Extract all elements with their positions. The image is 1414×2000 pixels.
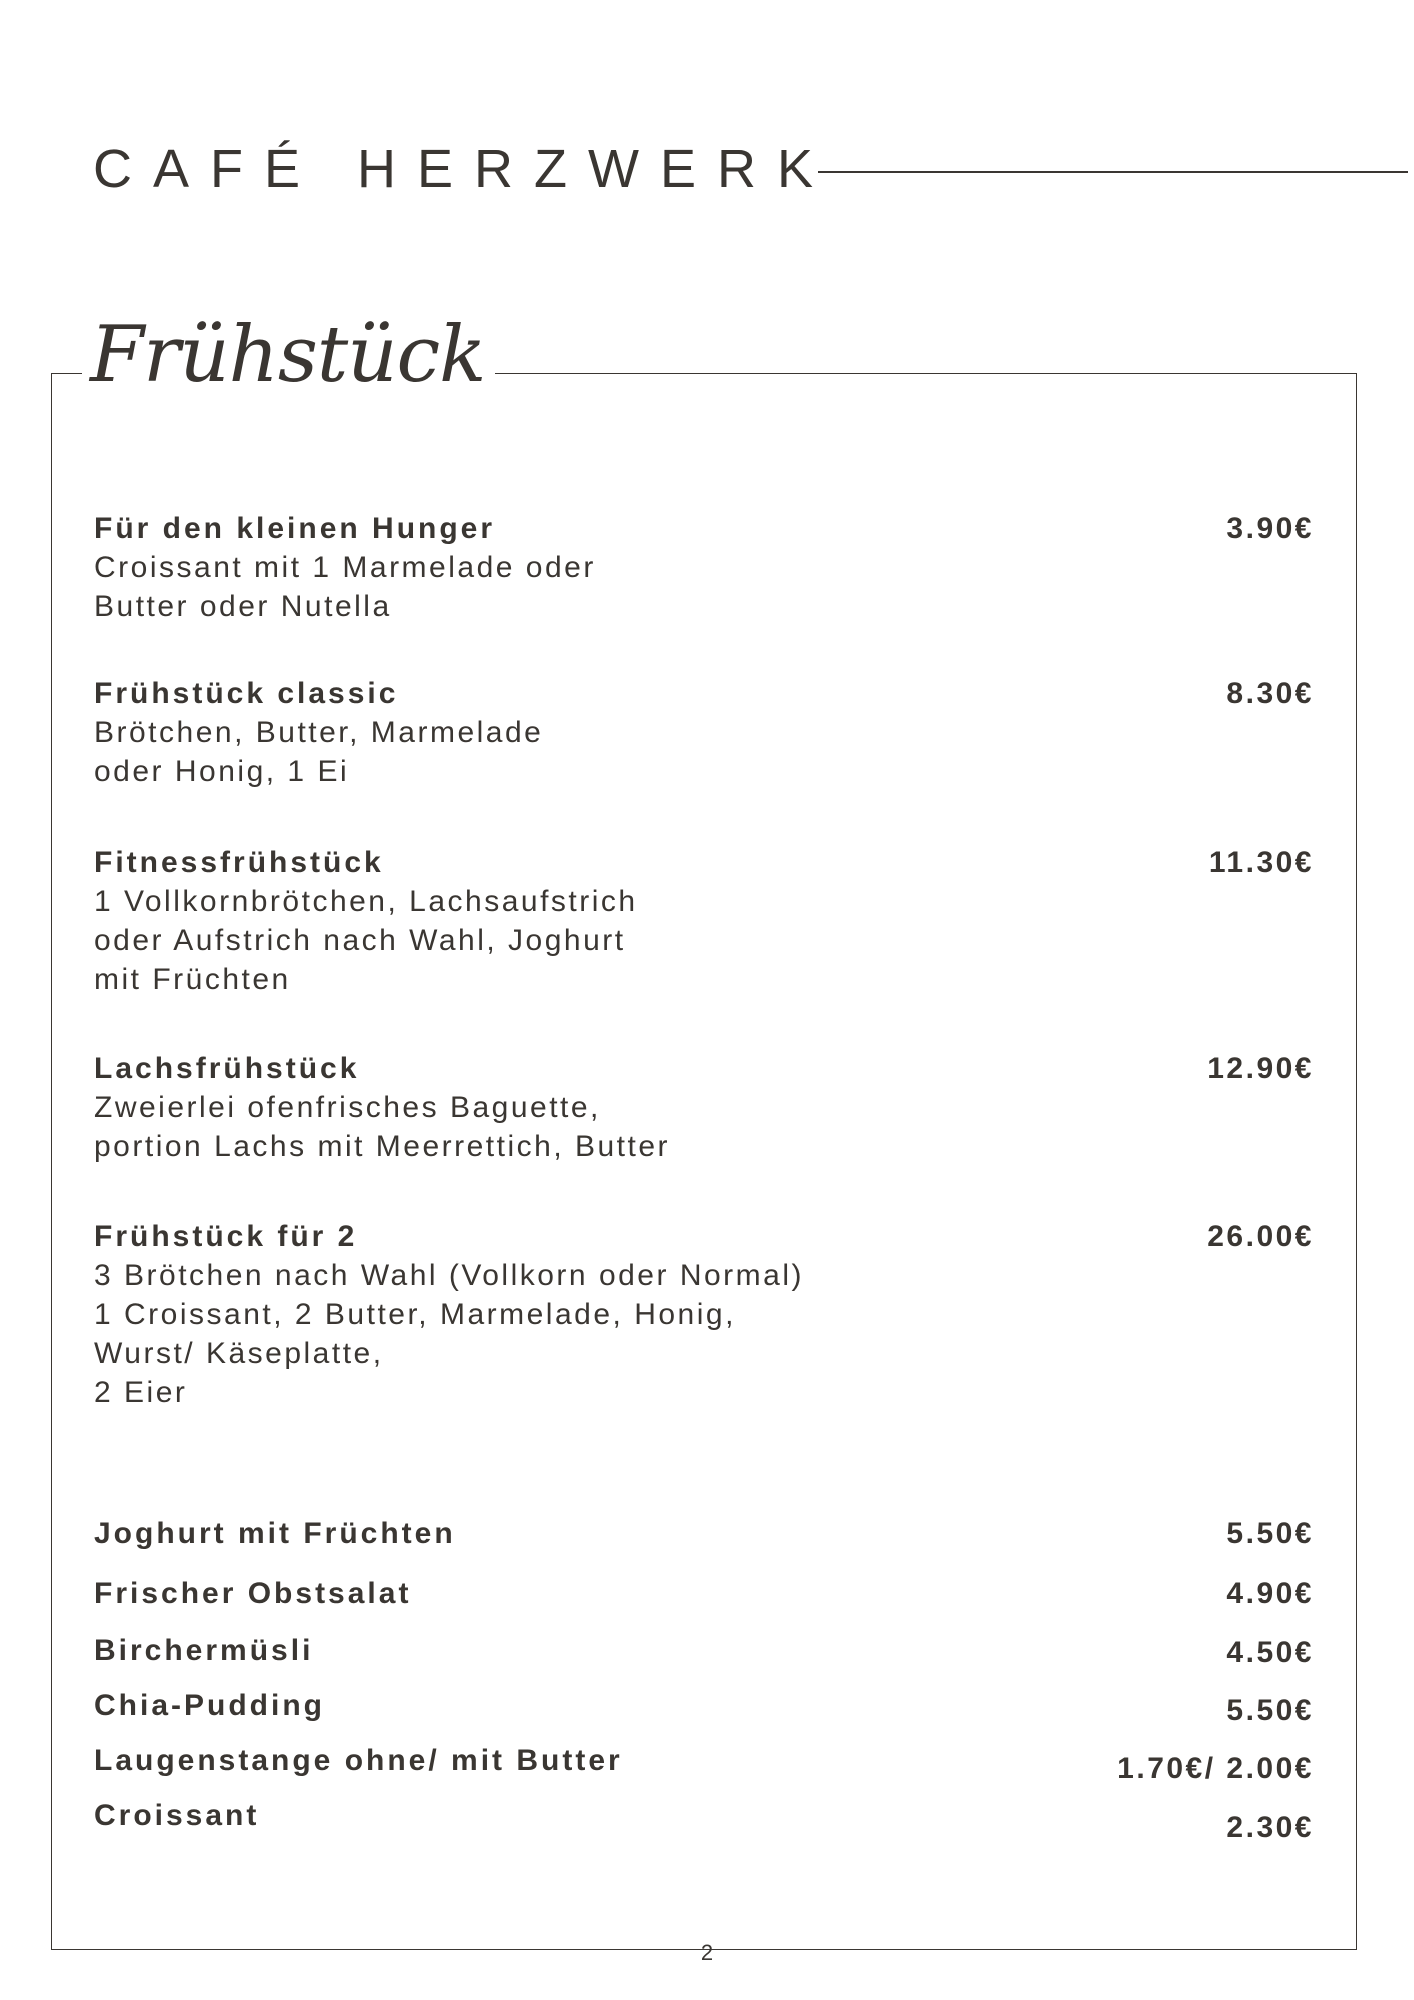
brand-divider-line: [818, 171, 1408, 173]
extra-price: 5.50€: [1226, 1517, 1314, 1550]
extra-item: [94, 1574, 1314, 1614]
item-name: Frühstück classic: [94, 677, 399, 710]
extra-item: [94, 1514, 1314, 1554]
extra-name: Joghurt mit Früchten: [94, 1517, 456, 1550]
extra-item: [94, 1686, 1314, 1726]
menu-item: [94, 843, 1314, 999]
extra-item: [94, 1741, 1314, 1785]
item-price: 3.90€: [1226, 512, 1314, 545]
extra-name: Chia-Pudding: [94, 1689, 325, 1722]
item-name: Für den kleinen Hunger: [94, 512, 496, 545]
extra-name: Frischer Obstsalat: [94, 1577, 412, 1610]
item-description: 3 Brötchen nach Wahl (Vollkorn oder Normal) 1 Croissant, 2 Butter, Marmelade, Honig, Wurst/ Käseplatte, 2 Eier: [94, 1259, 804, 1409]
item-description: Croissant mit 1 Marmelade oder Butter oder Nutella: [94, 551, 596, 623]
extra-price: 2.30€: [1226, 1811, 1314, 1844]
extra-price: 4.50€: [1226, 1636, 1314, 1669]
extra-item: [94, 1631, 1314, 1671]
item-description: 1 Vollkornbrötchen, Lachsaufstrich oder Aufstrich nach Wahl, Joghurt mit Früchten: [94, 885, 638, 996]
item-description: Brötchen, Butter, Marmelade oder Honig, 1 Ei: [94, 716, 544, 788]
item-price: 12.90€: [1207, 1052, 1314, 1085]
page-number: 2: [700, 1940, 714, 1965]
item-name: Fitnessfrühstück: [94, 846, 384, 879]
cafe-brand-title: CAFÉ HERZWERK: [93, 139, 835, 199]
item-price: 8.30€: [1226, 677, 1314, 710]
extra-price: 5.50€: [1226, 1694, 1314, 1727]
item-price: 11.30€: [1208, 846, 1314, 879]
extra-price: 1.70€/ 2.00€: [1117, 1752, 1314, 1785]
item-name: Frühstück für 2: [94, 1220, 358, 1253]
item-name: Lachsfrühstück: [94, 1052, 360, 1085]
extra-name: Laugenstange ohne/ mit Butter: [94, 1744, 623, 1777]
extra-price: 4.90€: [1226, 1577, 1314, 1610]
extra-name: Croissant: [94, 1799, 260, 1832]
section-title: Frühstück: [82, 300, 495, 410]
extra-item: [94, 1796, 1314, 1844]
menu-item: [94, 1049, 1314, 1166]
menu-item: [94, 509, 1314, 626]
extra-name: Birchermüsli: [94, 1634, 314, 1667]
item-description: Zweierlei ofenfrisches Baguette, portion Lachs mit Meerrettich, Butter: [94, 1091, 671, 1163]
item-price: 26.00€: [1207, 1220, 1314, 1253]
menu-item: [94, 1217, 1314, 1412]
menu-item: [94, 674, 1314, 791]
